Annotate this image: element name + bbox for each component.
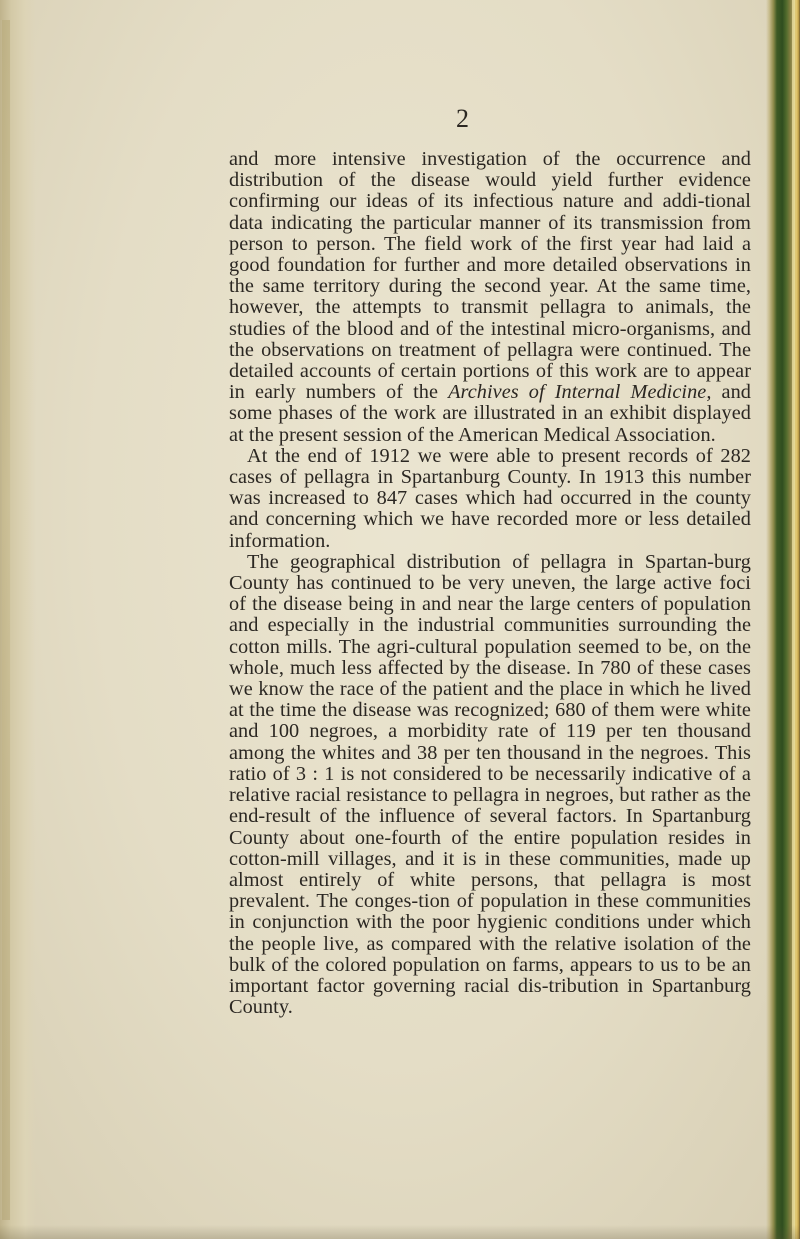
journal-title: Archives of Internal Medicine, (448, 381, 712, 404)
paragraph-2: At the end of 1912 we were able to present records of 282 cases of pellagra in Spartanburg County. In 1913 this number was increased to 847 cases which had occurred in the county and concerning which we have recorded more or less detailed information. (229, 444, 751, 552)
paragraph-1-text-end: and some phases of the work are illustrated in an exhibit displayed at the present session of the American Medical Association. (229, 381, 751, 446)
page-bottom-shadow (0, 1225, 800, 1239)
page-gutter-edge (0, 0, 36, 1239)
paragraph-3: The geographical distribution of pellagra in Spartan-burg County has continued to be very uneven, the large active foci of the disease being in and near the large centers of population and especially in the industrial communities surrounding the cotton mills. The agri-cultural population seemed to be, on the whole, much less affected by the disease. In 780 of these cases we know the race of the patient and the place in which he lived at the time the disease was recognized; 680 of them were white and 100 negroes, a morbidity rate of 119 per ten thousand among the whites and 38 per ten thousand in the negroes. This ratio of 3 : 1 is not considered to be necessarily indicative of a relative racial resistance to pellagra in negroes, but rather as the end-result of the influence of several factors. In Spartanburg County about one-fourth of the entire population resides in cotton-mill villages, and it is in these communities, made up almost entirely of white persons, that pellagra is most prevalent. The conges-tion of population in these communities in conjunction with the poor hygienic conditions under which the people live, as compared with the relative isolation of the bulk of the colored population on farms, appears to us to be an important factor governing racial dis-tribution in Spartanburg County. (229, 550, 751, 1019)
cover-gilt-stripe (792, 0, 795, 1239)
paragraph-1 (229, 149, 751, 446)
body-text (229, 149, 751, 1018)
page-number: 2 (456, 104, 469, 133)
paragraph-1-text-start: and more intensive investigation of the occurrence and distribution of the disease would yield further evidence confirming our ideas of its infectious nature and addi-tional data indicating the particular manner of its transmission from person to person. The field work of the first year had laid a good foundation for further and more detailed observations in the same territory during the second year. At the same time, however, the attempts to transmit pellagra to animals, the studies of the blood and of the intestinal micro-organisms, and the observations on treatment of pellagra were continued. The detailed accounts of certain portions of this work are to appear in early numbers of the (229, 148, 751, 404)
